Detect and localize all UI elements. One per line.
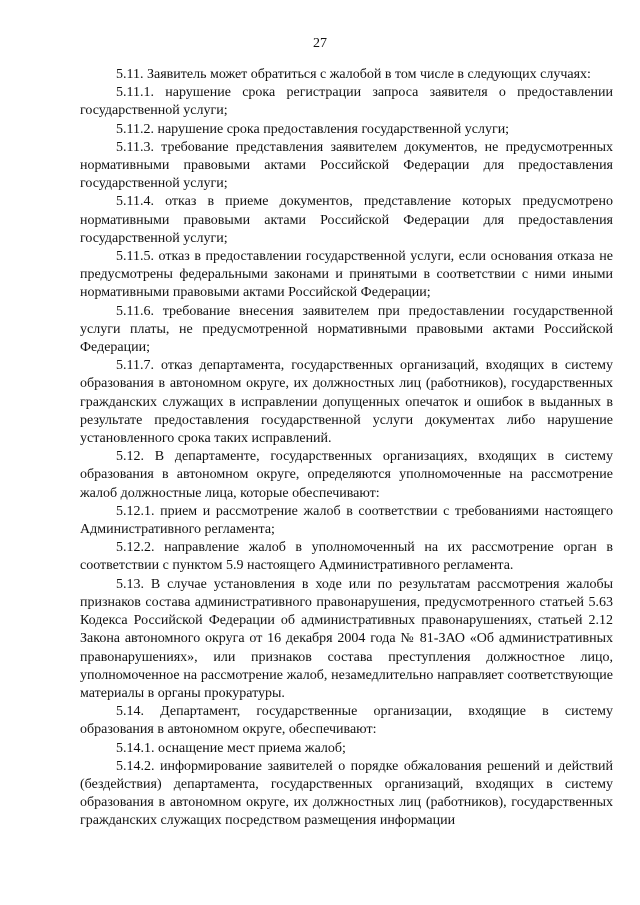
paragraph-5-11-5: 5.11.5. отказ в предоставлении государственной услуги, если основания отказа не предусмотрены федеральными законами и принятыми в соответствии с ними иными нормативными правовыми актами Российской Федерации; [80, 249, 613, 301]
document-body [80, 66, 613, 831]
paragraph-5-12: 5.12. В департаменте, государственных организациях, входящих в систему образования в автономном округе, определяются уполномоченные на рассмотрение жалоб должностные лица, которые обеспечивают: [80, 449, 613, 501]
paragraph-5-11-4: 5.11.4. отказ в приеме документов, представление которых предусмотрено нормативными правовыми актами Российской Федерации для предоставления государственной услуги; [80, 194, 613, 246]
paragraph-5-11: 5.11. Заявитель может обратиться с жалобой в том числе в следующих случаях: [116, 67, 591, 82]
paragraph-5-11-6: 5.11.6. требование внесения заявителем при предоставлении государственной услуги платы, не предусмотренной нормативными правовыми актами Российской Федерации; [80, 303, 613, 356]
paragraph-5-14-1: 5.14.1. оснащение мест приема жалоб; [116, 740, 346, 756]
paragraph-5-14-2: 5.14.2. информирование заявителей о порядке обжалования решений и действий (бездействия) департамента, государственных организаций, входящих в систему образования в автономном округе, их должностных лиц (работников), государственных гражданских служащих посредством размещения информации [80, 758, 613, 829]
paragraph-5-12-2: 5.12.2. направление жалоб в уполномоченный на их рассмотрение орган в соответствии с пунктом 5.9 настоящего Административного регламента. [80, 540, 613, 574]
paragraph-5-11-7: 5.11.7. отказ департамента, государственных организаций, входящих в систему образования в автономном округе, их должностных лиц (работников), государственных гражданских служащих в исправлении допущенных опечаток и ошибок в выданных в результате предоставления государственной услуги документах либо нарушение установленного срока таких исправлений. [80, 358, 613, 447]
paragraph-5-14: 5.14. Департамент, государственные организации, входящие в систему образования в автономном округе, обеспечивают: [80, 704, 613, 738]
paragraph-5-11-3: 5.11.3. требование представления заявителем документов, не предусмотренных нормативными правовыми актами Российской Федерации для предоставления государственной услуги; [80, 139, 613, 192]
paragraph-5-12-1: 5.12.1. прием и рассмотрение жалоб в соответствии с требованиями настоящего Административного регламента; [80, 503, 613, 538]
paragraph-5-11-2: 5.11.2. нарушение срока предоставления государственной услуги; [116, 121, 510, 137]
paragraph-5-11-1: 5.11.1. нарушение срока регистрации запроса заявителя о предоставлении государственной услуги; [80, 85, 613, 119]
paragraph-5-13: 5.13. В случае установления в ходе или по результатам рассмотрения жалобы признаков состава административного правонарушения, предусмотренного статьей 5.63 Кодекса Российской Федерации об административных правонарушениях, статьей 2.12 Закона автономного округа от 16 декабря 2004 года № 81-ЗАО «Об административных правонарушениях», или признаков состава преступления должностное лицо, уполномоченное на рассмотрение жалоб, незамедлительно направляет соответствующие материалы в органы прокуратуры. [80, 576, 613, 701]
page-number: 27 [313, 36, 327, 51]
